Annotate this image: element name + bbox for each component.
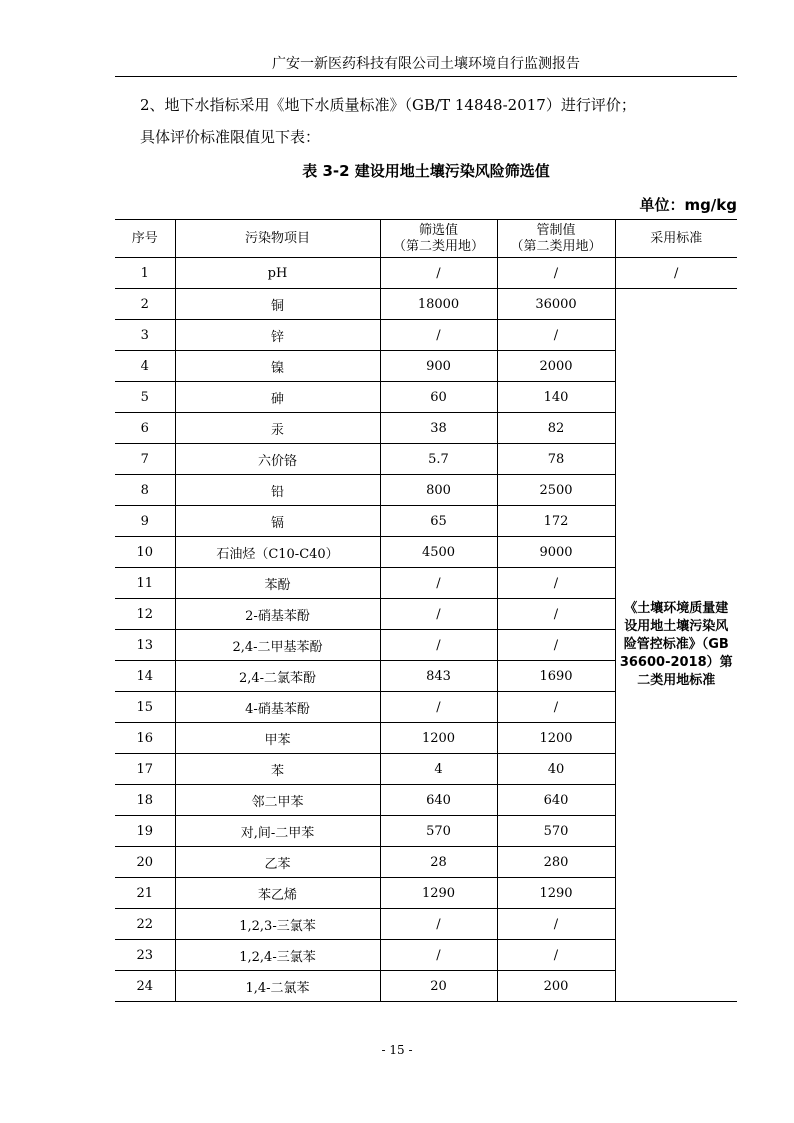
- cell-item: 2,4-二氯苯酚: [175, 661, 380, 692]
- cell-screen: 38: [380, 413, 497, 444]
- cell-no: 22: [115, 909, 175, 940]
- cell-item: 2,4-二甲基苯酚: [175, 630, 380, 661]
- cell-no: 17: [115, 754, 175, 785]
- cell-item: 1,2,3-三氯苯: [175, 909, 380, 940]
- cell-screen: 65: [380, 506, 497, 537]
- cell-no: 21: [115, 878, 175, 909]
- cell-item: 邻二甲苯: [175, 785, 380, 816]
- cell-control: 9000: [497, 537, 615, 568]
- cell-item: 铅: [175, 475, 380, 506]
- cell-control: 640: [497, 785, 615, 816]
- cell-screen: /: [380, 599, 497, 630]
- cell-no: 1: [115, 258, 175, 289]
- header-control: [497, 220, 615, 258]
- cell-control: 172: [497, 506, 615, 537]
- cell-screen: 18000: [380, 289, 497, 320]
- cell-item: 对,间-二甲苯: [175, 816, 380, 847]
- table-header-row: [115, 220, 737, 258]
- page-number: - 15 -: [381, 1043, 413, 1057]
- cell-item: 1,4-二氯苯: [175, 971, 380, 1002]
- cell-no: 23: [115, 940, 175, 971]
- cell-screen: /: [380, 909, 497, 940]
- cell-no: 11: [115, 568, 175, 599]
- cell-item: 镍: [175, 351, 380, 382]
- cell-no: 5: [115, 382, 175, 413]
- cell-control: 1200: [497, 723, 615, 754]
- cell-no: 13: [115, 630, 175, 661]
- cell-control: /: [497, 568, 615, 599]
- page-header: 广安一新医药科技有限公司土壤环境自行监测报告: [115, 52, 737, 77]
- cell-no: 2: [115, 289, 175, 320]
- cell-standard-merged: 《土壤环境质量建设用地土壤污染风险管控标准》（GB 36600-2018）第二类用地标准: [615, 289, 737, 1002]
- cell-item: 锌: [175, 320, 380, 351]
- header-control-sub: （第二类用地）: [510, 238, 602, 254]
- cell-item: pH: [175, 258, 380, 289]
- header-seq: 序号: [115, 220, 175, 258]
- cell-screen: 4: [380, 754, 497, 785]
- cell-screen: 800: [380, 475, 497, 506]
- cell-screen: /: [380, 320, 497, 351]
- cell-screen: 900: [380, 351, 497, 382]
- cell-screen: 5.7: [380, 444, 497, 475]
- cell-screen: 28: [380, 847, 497, 878]
- cell-screen: 1200: [380, 723, 497, 754]
- cell-screen: 640: [380, 785, 497, 816]
- cell-no: 20: [115, 847, 175, 878]
- cell-item: 4-硝基苯酚: [175, 692, 380, 723]
- cell-no: 24: [115, 971, 175, 1002]
- cell-control: /: [497, 692, 615, 723]
- header-standard: 采用标准: [615, 220, 737, 258]
- cell-item: 苯酚: [175, 568, 380, 599]
- cell-item: 2-硝基苯酚: [175, 599, 380, 630]
- cell-item: 六价铬: [175, 444, 380, 475]
- cell-item: 1,2,4-三氯苯: [175, 940, 380, 971]
- cell-screen: /: [380, 258, 497, 289]
- cell-screen: 1290: [380, 878, 497, 909]
- cell-no: 9: [115, 506, 175, 537]
- cell-control: 570: [497, 816, 615, 847]
- cell-standard: /: [615, 258, 737, 289]
- cell-item: 砷: [175, 382, 380, 413]
- cell-no: 8: [115, 475, 175, 506]
- cell-control: /: [497, 630, 615, 661]
- cell-control: 82: [497, 413, 615, 444]
- cell-no: 10: [115, 537, 175, 568]
- cell-item: 乙苯: [175, 847, 380, 878]
- table-row: [115, 258, 737, 289]
- cell-item: 苯乙烯: [175, 878, 380, 909]
- cell-no: 19: [115, 816, 175, 847]
- screening-values-table: [115, 219, 737, 1002]
- cell-item: 苯: [175, 754, 380, 785]
- header-screen-label: 筛选值: [418, 222, 458, 238]
- cell-control: /: [497, 258, 615, 289]
- cell-item: 镉: [175, 506, 380, 537]
- cell-no: 16: [115, 723, 175, 754]
- cell-control: /: [497, 320, 615, 351]
- cell-screen: 4500: [380, 537, 497, 568]
- header-screen-sub: （第二类用地）: [392, 238, 484, 254]
- header-screen: [380, 220, 497, 258]
- cell-screen: 570: [380, 816, 497, 847]
- cell-no: 12: [115, 599, 175, 630]
- cell-no: 14: [115, 661, 175, 692]
- paragraph-groundwater-standard: 2、地下水指标采用《地下水质量标准》（GB/T 14848-2017）进行评价；: [140, 96, 636, 114]
- table-unit: 单位：mg/kg: [639, 196, 737, 214]
- cell-screen: 60: [380, 382, 497, 413]
- cell-item: 汞: [175, 413, 380, 444]
- header-control-label: 管制值: [536, 222, 576, 238]
- table-row: [115, 289, 737, 320]
- cell-no: 18: [115, 785, 175, 816]
- header-item: 污染物项目: [175, 220, 380, 258]
- cell-control: 36000: [497, 289, 615, 320]
- cell-control: 2500: [497, 475, 615, 506]
- cell-screen: 843: [380, 661, 497, 692]
- cell-no: 6: [115, 413, 175, 444]
- cell-no: 4: [115, 351, 175, 382]
- table-title: 表 3-2 建设用地土壤污染风险筛选值: [302, 162, 550, 180]
- cell-control: 40: [497, 754, 615, 785]
- cell-screen: /: [380, 568, 497, 599]
- cell-control: 1690: [497, 661, 615, 692]
- cell-control: /: [497, 599, 615, 630]
- cell-control: 78: [497, 444, 615, 475]
- cell-item: 甲苯: [175, 723, 380, 754]
- cell-screen: /: [380, 940, 497, 971]
- cell-item: 石油烃（C10-C40）: [175, 537, 380, 568]
- paragraph-limits-intro: 具体评价标准限值见下表：: [140, 128, 321, 146]
- cell-no: 15: [115, 692, 175, 723]
- cell-screen: /: [380, 692, 497, 723]
- cell-control: 200: [497, 971, 615, 1002]
- cell-control: 140: [497, 382, 615, 413]
- cell-control: 1290: [497, 878, 615, 909]
- cell-item: 铜: [175, 289, 380, 320]
- cell-no: 3: [115, 320, 175, 351]
- cell-control: 280: [497, 847, 615, 878]
- cell-screen: /: [380, 630, 497, 661]
- cell-control: /: [497, 909, 615, 940]
- cell-control: /: [497, 940, 615, 971]
- cell-no: 7: [115, 444, 175, 475]
- cell-control: 2000: [497, 351, 615, 382]
- cell-screen: 20: [380, 971, 497, 1002]
